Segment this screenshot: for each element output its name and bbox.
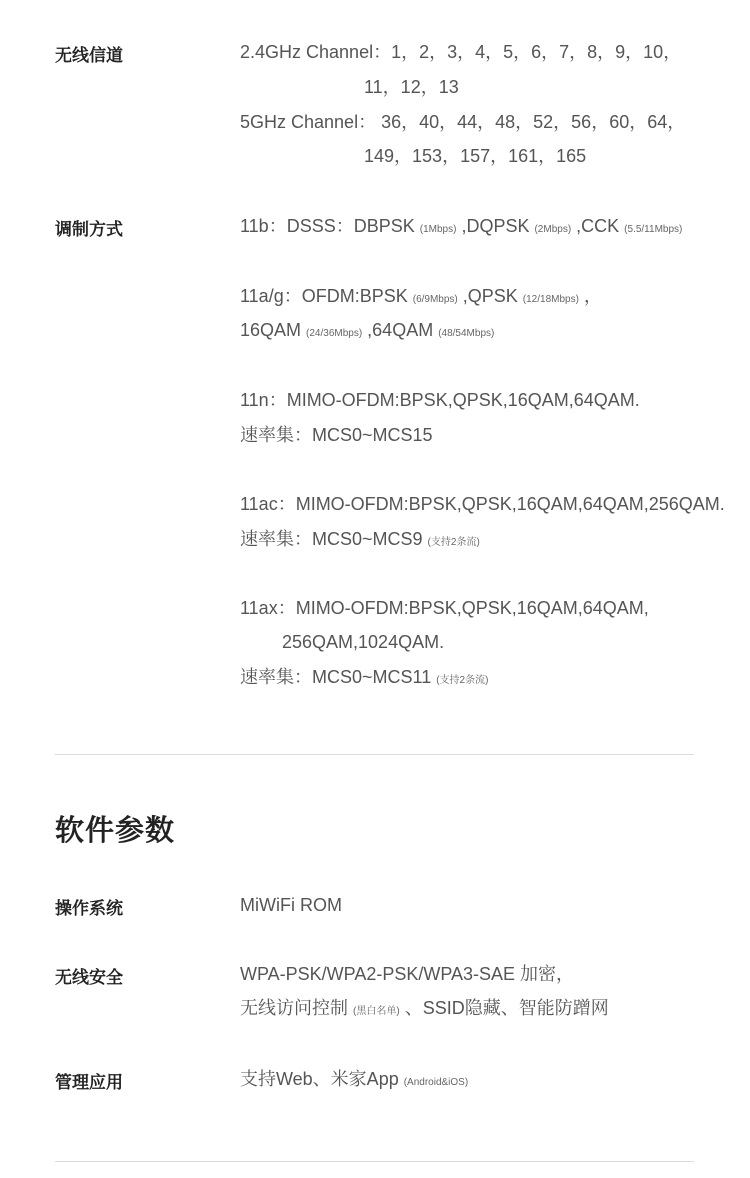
modulation-11ag-text: ,QPSK [457,286,523,306]
modulation-11ax-line2: 256QAM,1024QAM. [282,632,445,652]
modulation-11b-text: ,DQPSK [456,216,535,236]
modulation-11ac-note: (支持2条流) [427,537,480,548]
security-note: (黑白名单) [353,1006,400,1017]
modulation-11b-rate: (5.5/11Mbps) [624,224,683,235]
modulation-11ag-rate: (6/9Mbps) [412,294,458,305]
channel-5ghz-line2: 149，153，157，161，165 [364,146,587,166]
software-section-title: 软件参数 [55,815,176,847]
modulation-11n-line2: 速率集：MCS0~MCS15 [240,425,433,445]
modulation-11ag-line2 [240,319,494,345]
modulation-11n-line1: 11n：MIMO-OFDM:BPSK,QPSK,16QAM,64QAM. [240,390,640,410]
modulation-11ax-line1: 11ax：MIMO-OFDM:BPSK,QPSK,16QAM,64QAM, [240,598,649,618]
modulation-11ag-rate: (24/36Mbps) [306,328,363,339]
modulation-11b-rate: (1Mbps) [419,224,457,235]
modulation-11ax-line3 [240,666,488,692]
modulation-11ac-line1: 11ac：MIMO-OFDM:BPSK,QPSK,16QAM,64QAM,256QAM. [240,494,725,514]
modulation-11ag-text: ， [578,286,602,306]
modulation-11b-text: ,CCK [571,216,625,236]
security-text: 、SSID隐藏、智能防蹭网 [399,998,609,1018]
security-line2 [240,997,609,1023]
channel-24ghz-line1: 2.4GHz Channel：1，2，3，4，5，6，7，8，9，10， [240,42,682,62]
security-line1: WPA-PSK/WPA2-PSK/WPA3-SAE 加密， [240,964,575,984]
modulation-11b [240,215,682,241]
management-value [240,1068,468,1094]
channel-5ghz-line1: 5GHz Channel： 36，40，44，48，52，56，60，64， [240,112,686,132]
modulation-11ax-note: (支持2条流) [436,675,489,686]
management-note: (Android&iOS) [403,1077,469,1088]
security-label: 无线安全 [55,968,123,987]
modulation-11ag-text: ,64QAM [362,320,439,340]
os-label: 操作系统 [55,899,123,918]
modulation-11ag-text: 11a/g：OFDM:BPSK [240,286,413,306]
management-text: 支持Web、米家App [240,1069,404,1089]
modulation-11ag-rate: (12/18Mbps) [522,294,579,305]
modulation-11b-text: 11b：DSSS：DBPSK [240,216,420,236]
channel-24ghz-line2: 11，12，13 [364,77,459,97]
modulation-11ax-text: 速率集：MCS0~MCS11 [240,667,437,687]
modulation-11ag-text: 16QAM [240,320,307,340]
management-label: 管理应用 [55,1073,123,1092]
modulation-11b-rate: (2Mbps) [534,224,572,235]
modulation-11ac-text: 速率集：MCS0~MCS9 [240,529,428,549]
modulation-label: 调制方式 [55,220,123,239]
wireless-channel-label: 无线信道 [55,46,123,65]
modulation-11ag-rate: (48/54Mbps) [438,328,495,339]
os-value: MiWiFi ROM [240,895,342,915]
security-text: 无线访问控制 [240,998,354,1018]
modulation-11ag-line1 [240,285,602,311]
bottom-divider [55,1161,694,1162]
section-divider [55,754,694,755]
modulation-11ac-line2 [240,528,480,554]
